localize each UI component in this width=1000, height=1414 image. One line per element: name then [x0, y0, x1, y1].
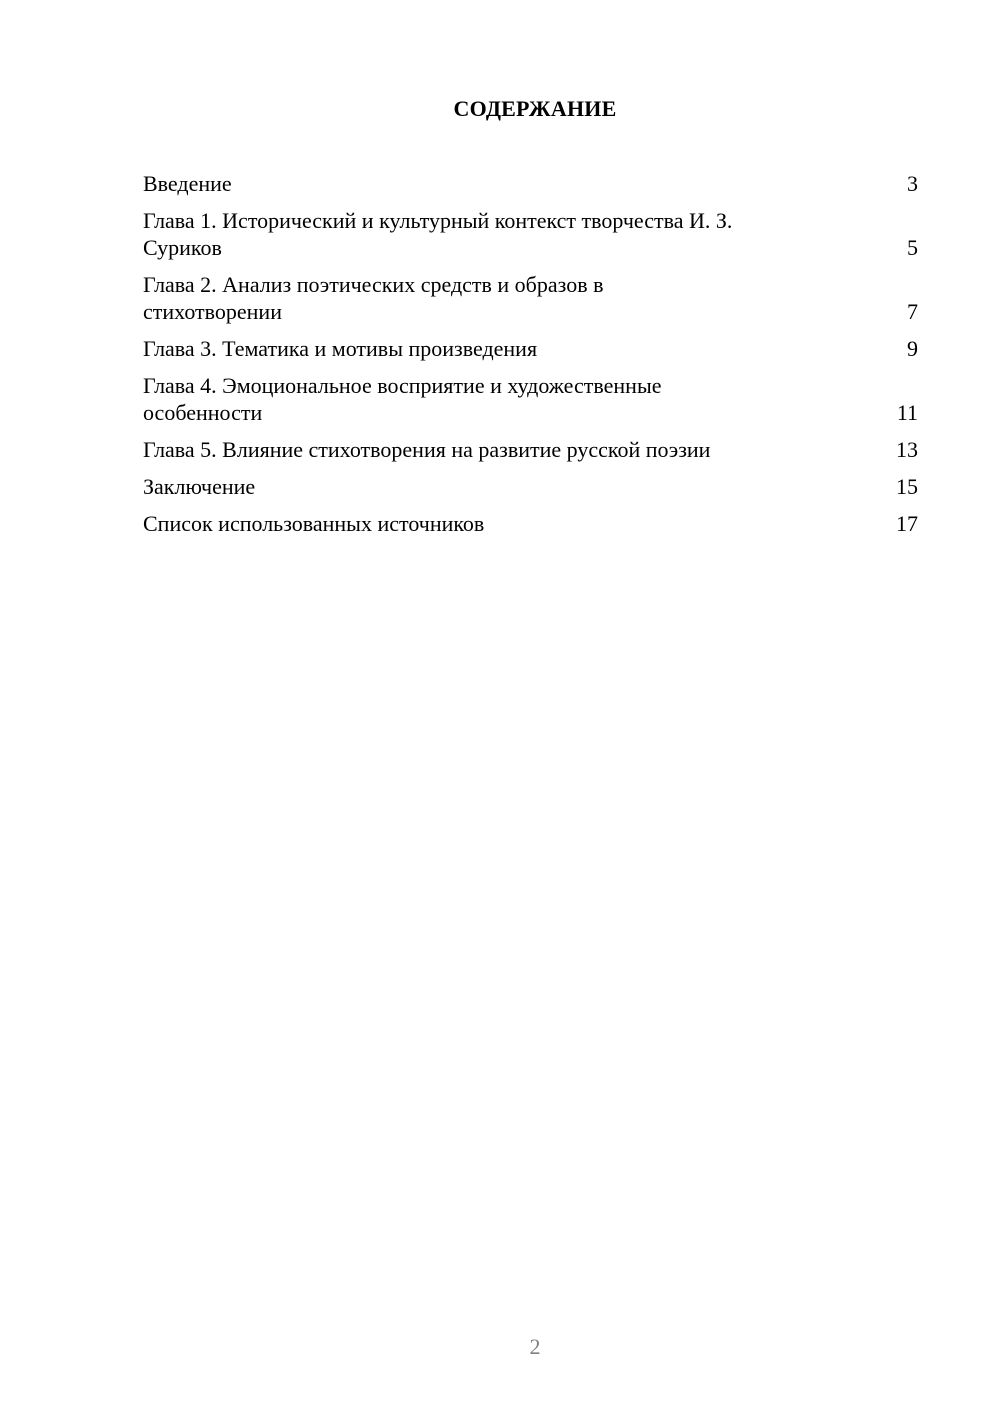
toc-item — [143, 436, 918, 463]
toc-entry-page: 3 — [907, 171, 918, 196]
toc-title: СОДЕРЖАНИЕ — [453, 96, 617, 121]
toc-entry-line: Глава 2. Анализ поэтических средств и образов в — [143, 272, 604, 297]
toc-entry-page: 17 — [896, 511, 918, 536]
toc-entry-text — [143, 271, 888, 325]
toc-item — [143, 510, 918, 537]
toc-entry-line: Введение — [143, 171, 232, 196]
toc-item — [143, 170, 918, 197]
toc-entry-line: Список использованных источников — [143, 511, 485, 536]
toc-entry-line: Глава 5. Влияние стихотворения на развитие русской поэзии — [143, 437, 711, 462]
toc-entry-page: 11 — [896, 400, 918, 425]
toc-entry-line: Глава 4. Эмоциональное восприятие и художественные — [143, 373, 662, 398]
table-of-contents — [143, 170, 918, 547]
toc-item — [143, 372, 918, 426]
toc-item — [143, 271, 918, 325]
toc-entry-text — [143, 335, 888, 362]
toc-item — [143, 335, 918, 362]
toc-item — [143, 207, 918, 261]
toc-entry-page: 9 — [907, 336, 918, 361]
toc-entry-line: стихотворении — [143, 299, 282, 324]
toc-entry-text — [143, 473, 888, 500]
toc-entry-text — [143, 170, 888, 197]
toc-entry-page: 5 — [907, 235, 918, 260]
toc-entry-page: 15 — [896, 474, 918, 499]
toc-entry-text — [143, 510, 888, 537]
toc-entry-line: Глава 3. Тематика и мотивы произведения — [143, 336, 538, 361]
toc-entry-line: особенности — [143, 400, 263, 425]
toc-entry-text — [143, 207, 888, 261]
toc-entry-text — [143, 436, 888, 463]
toc-entry-line: Заключение — [143, 474, 256, 499]
toc-entry-page: 13 — [896, 437, 918, 462]
toc-item — [143, 473, 918, 500]
toc-entry-text — [143, 372, 888, 426]
toc-entry-page: 7 — [907, 299, 918, 324]
toc-entry-line: Суриков — [143, 235, 222, 260]
page-number: 2 — [529, 1334, 541, 1359]
toc-entry-line: Глава 1. Исторический и культурный контекст творчества И. З. — [143, 208, 733, 233]
